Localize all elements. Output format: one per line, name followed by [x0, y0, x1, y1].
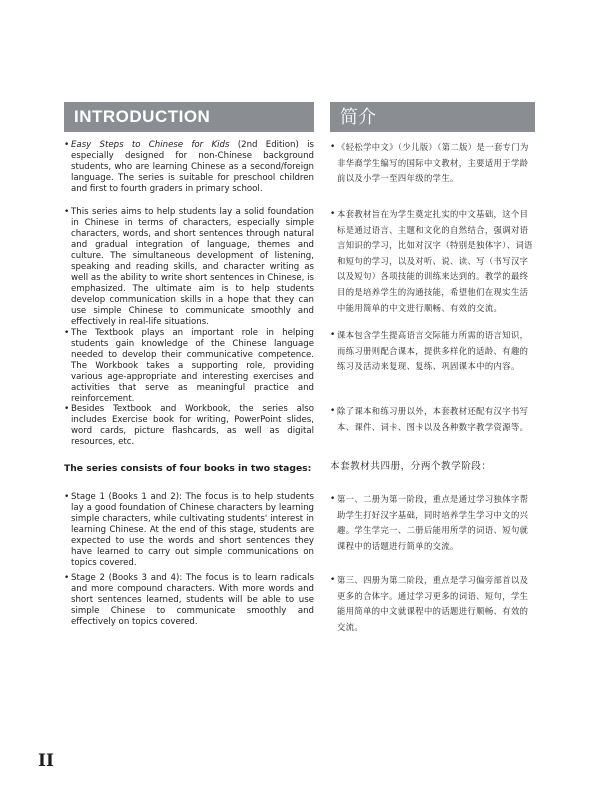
chinese-intro-header: 简介: [330, 102, 535, 132]
bullet: •: [330, 330, 336, 340]
bullet: •: [64, 573, 70, 583]
bullet: •: [330, 494, 336, 504]
bullet: •: [64, 207, 70, 217]
paragraph-text: 除了课本和练习册以外，本套教材还配有汉字书写本、课件、词卡、图卡以及各种数字教学资源等。: [337, 406, 529, 432]
intro-text: (2nd Edition) is especially designed for non-Chinese background students, who are learning Chinese as a second/foreign language. The series is suitable for preschool children and first to fourth graders in primary school.: [71, 140, 314, 194]
english-paragraph-1: [64, 140, 314, 195]
chinese-paragraph-4: [330, 404, 535, 435]
paragraph-text: 第一、二册为第一阶段，重点是通过学习独体字帮助学生打好汉字基础，同时培养学生学习中文的兴趣。学生学完一、二册后能用所学的词语、短句就课程中的话题进行简单的交流。: [337, 494, 529, 551]
paragraph-text: This series aims to help students lay a solid foundation in Chinese in terms of characters, especially simple characters, words, and short sentences through natural and gradual integration of language, themes and culture. The simultaneous development of listening, speaking and reading skills, and character writing as well as the ability to write short sentences in Chinese, is emphasized. The ultimate aim is to help students develop communication skills in a hope that they can use simple Chinese to communicate smoothly and effectively in real-life situations.: [71, 207, 314, 327]
paragraph-text: Stage 1 (Books 1 and 2): The focus is to help students lay a good foundation of Chinese characters by learning simple characters, while cultivating students' interest in learning Chinese. At the end of this stage, students are expected to use the words and short sentences they have learned to carry out simple communications on topics covered.: [71, 492, 314, 568]
paragraph-text: 课本包含学生提高语言交际能力所需的语言知识，而练习册则配合课本，提供多样化的适龄、有趣的练习及活动来复现、复练、巩固课本中的内容。: [337, 330, 529, 372]
bullet: •: [330, 406, 336, 416]
chinese-paragraph-3: [330, 328, 535, 375]
english-paragraph-2: [64, 207, 314, 328]
english-paragraph-4: [64, 404, 314, 448]
bullet: •: [64, 492, 70, 502]
english-stage-2: [64, 573, 314, 628]
paragraph-text: 本套教材旨在为学生奠定扎实的中文基础，这个目标是通过语言、主题和文化的自然结合，强调对语言知识的学习，比如对汉字（特别是独体字）、词语和短句的学习，以及对听、说、读、写（书写汉字以及短句）各项技能的训练来达到的。教学的最终目的是培养学生的沟通技能，希望他们在现实生活中能用简单的中文进行顺畅、有效的交流。: [337, 209, 533, 313]
bullet: •: [330, 142, 336, 152]
english-stage-1: [64, 492, 314, 569]
paragraph-text: Stage 2 (Books 3 and 4): The focus is to learn radicals and more compound characters. With more words and short sentences learned, students will be able to use simple Chinese to communicate smoothly and effectively on topics covered.: [71, 573, 314, 627]
chinese-stage-1: [330, 492, 535, 554]
bullet: •: [330, 209, 336, 219]
bullet: •: [330, 575, 336, 585]
bullet: •: [64, 140, 70, 150]
bullet: •: [64, 328, 70, 338]
introduction-header: INTRODUCTION: [64, 102, 314, 132]
bullet: •: [64, 404, 70, 414]
book-title: Easy Steps to Chinese for Kids: [71, 140, 230, 150]
chinese-paragraph-1: [330, 140, 535, 187]
paragraph-text: 第三、四册为第二阶段，重点是学习偏旁部首以及更多的合体字。通过学习更多的词语、短句，学生能用简单的中文就课程中的话题进行顺畅、有效的交流。: [337, 575, 529, 632]
chinese-stage-2: [330, 573, 535, 635]
chinese-stages-heading: 本套教材共四册，分两个教学阶段：: [330, 461, 492, 472]
paragraph-text: 《轻松学中文》（少儿版）（第二版）是一套专门为非华裔学生编写的国际中文教材，主要适用于学龄前以及小学一至四年级的学生。: [337, 142, 529, 184]
stages-heading: The series consists of four books in two stages:: [64, 463, 312, 474]
paragraph-text: The Textbook plays an important role in helping students gain knowledge of the Chinese language needed to develop their communicative competence. The Workbook takes a supporting role, providing various age-appropriate and interesting exercises and activities that serve as meaningful practice and reinforcement.: [71, 328, 314, 404]
english-paragraph-3: [64, 328, 314, 405]
chinese-paragraph-2: [330, 207, 535, 316]
paragraph-text: Besides Textbook and Workbook, the series also includes Exercise book for writing, PowerPoint slides, word cards, picture flashcards, as well as digital resources, etc.: [71, 404, 314, 447]
page-number: II: [38, 751, 54, 771]
